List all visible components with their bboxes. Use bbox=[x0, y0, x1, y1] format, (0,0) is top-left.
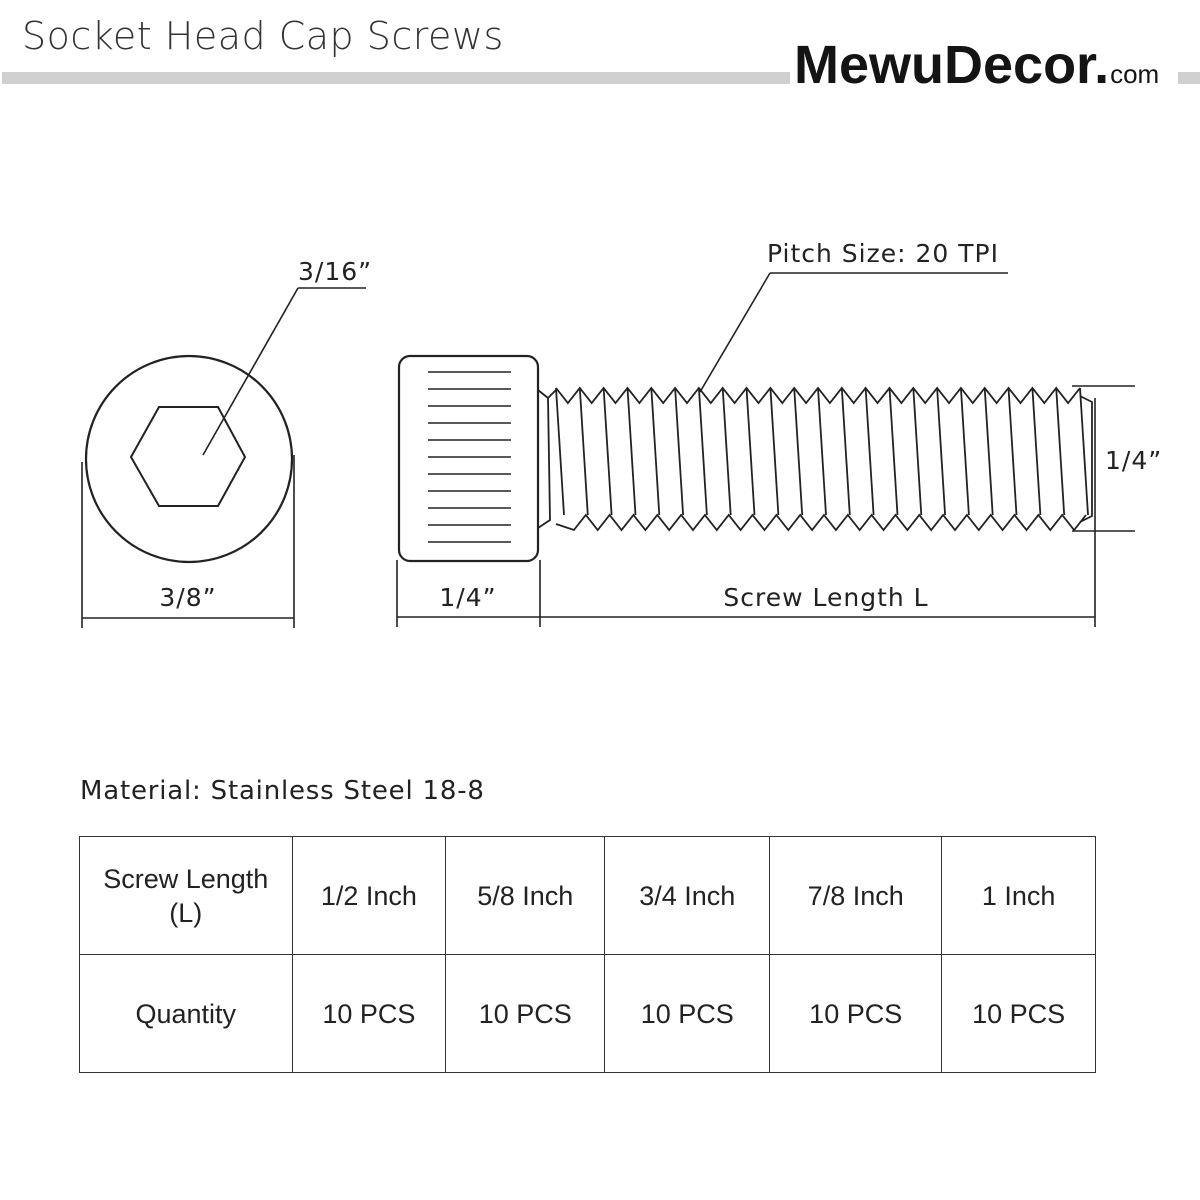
thread-line bbox=[890, 388, 898, 515]
hex-size-leader bbox=[203, 288, 298, 455]
thread-line bbox=[913, 388, 921, 515]
hex-socket-icon bbox=[131, 407, 245, 506]
table-cell: 1 Inch bbox=[942, 837, 1096, 955]
head-diameter-label: 3/8” bbox=[159, 583, 217, 612]
thread-line bbox=[1009, 388, 1017, 515]
table-cell: 5/8 Inch bbox=[446, 837, 605, 955]
thread-line bbox=[556, 388, 564, 515]
threaded-shank bbox=[538, 388, 1092, 530]
thread-line bbox=[1056, 388, 1064, 515]
screw-head-top-view bbox=[86, 356, 292, 562]
thread-line bbox=[842, 388, 850, 515]
table-row-header: Quantity bbox=[80, 955, 293, 1073]
thread-line bbox=[961, 388, 969, 515]
screw-length-label: Screw Length L bbox=[723, 583, 929, 612]
hex-socket-size-label: 3/16” bbox=[298, 257, 373, 286]
thread-line bbox=[628, 388, 636, 515]
table-row bbox=[80, 837, 1096, 955]
spec-table bbox=[79, 836, 1096, 1073]
thread-line bbox=[1032, 388, 1040, 515]
thread-line bbox=[651, 388, 659, 515]
screw-neck bbox=[538, 390, 550, 528]
thread-line bbox=[675, 388, 683, 515]
thread-line bbox=[866, 388, 874, 515]
thread-line bbox=[747, 388, 755, 515]
table-cell: 10 PCS bbox=[605, 955, 770, 1073]
table-cell: 1/2 Inch bbox=[292, 837, 446, 955]
thread-crest-bottom bbox=[556, 515, 1086, 530]
thread-line bbox=[580, 388, 588, 515]
table-cell: 3/4 Inch bbox=[605, 837, 770, 955]
brand-tld: com bbox=[1110, 59, 1160, 89]
thread-line bbox=[770, 388, 778, 515]
table-row-header: Screw Length (L) bbox=[80, 837, 293, 955]
head-height-label: 1/4” bbox=[439, 583, 497, 612]
pitch-size-label: Pitch Size: 20 TPI bbox=[767, 239, 999, 268]
thread-line bbox=[985, 388, 993, 515]
thread-line bbox=[723, 388, 731, 515]
thread-line bbox=[794, 388, 802, 515]
thread-line bbox=[604, 388, 612, 515]
pitch-leader bbox=[700, 273, 770, 392]
table-cell: 10 PCS bbox=[770, 955, 942, 1073]
table-cell: 7/8 Inch bbox=[770, 837, 942, 955]
thread-line bbox=[937, 388, 945, 515]
screw-head-side-view bbox=[399, 356, 538, 561]
thread-line bbox=[818, 388, 826, 515]
thread-line bbox=[1080, 388, 1088, 515]
table-cell: 10 PCS bbox=[942, 955, 1096, 1073]
table-row bbox=[80, 955, 1096, 1073]
table-cell: 10 PCS bbox=[446, 955, 605, 1073]
head-knurl-lines bbox=[428, 372, 511, 542]
table-cell: 10 PCS bbox=[292, 955, 446, 1073]
screw-neck-edge bbox=[548, 390, 556, 398]
page-title: Socket Head Cap Screws bbox=[22, 14, 504, 58]
material-spec: Material: Stainless Steel 18-8 bbox=[80, 776, 485, 806]
brand-name: MewuDecor. bbox=[794, 35, 1110, 95]
thread-diameter-label: 1/4” bbox=[1105, 446, 1163, 475]
thread-line bbox=[699, 388, 707, 515]
